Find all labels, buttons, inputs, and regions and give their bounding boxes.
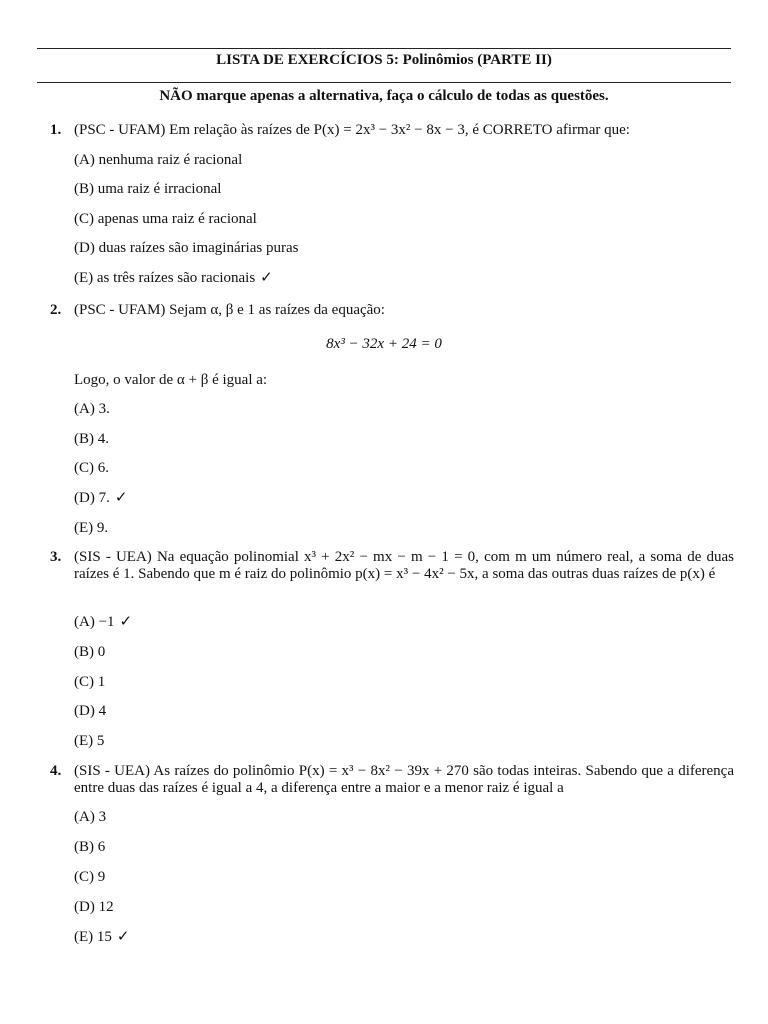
checkmark-icon: ✓ [114,490,128,506]
page-title: LISTA DE EXERCÍCIOS 5: Polinômios (PARTE II) [216,52,552,68]
q4-option-e-row [74,929,129,946]
q3-option-a: (A) −1 [74,614,115,630]
q3-option-e: (E) 5 [74,733,105,749]
question-2-number: 2. [50,302,62,318]
q4-option-a: (A) 3 [74,809,107,825]
question-3-text: (SIS - UEA) Na equação polinomial x³ + 2x² − mx − m − 1 = 0, com m um número real, a soma de duas raízes é 1. Sabendo que m é raiz do polinômio p(x) = x³ − 4x² − 5x, a soma das outras duas raízes de p(x) é [74,549,734,582]
question-3-number: 3. [50,549,62,565]
question-4-number: 4. [50,763,62,779]
q4-option-e: (E) 15 [74,929,112,945]
q2-option-d: (D) 7. [74,490,110,506]
q2-option-d-row [74,490,127,507]
q3-option-c: (C) 1 [74,674,106,690]
q3-option-b: (B) 0 [74,644,106,660]
q2-option-a: (A) 3. [74,401,110,417]
checkmark-icon: ✓ [119,614,133,630]
question-1-text: (PSC - UFAM) Em relação às raízes de P(x) = 2x³ − 3x² − 8x − 3, é CORRETO afirmar que: [74,122,630,138]
question-1-number: 1. [50,122,62,138]
q4-option-d: (D) 12 [74,899,114,915]
q1-option-d: (D) duas raízes são imaginárias puras [74,240,299,256]
q1-option-e: (E) as três raízes são racionais [74,270,256,286]
q2-option-b: (B) 4. [74,431,109,447]
q2-option-e: (E) 9. [74,520,109,536]
q4-option-c: (C) 9 [74,869,106,885]
q1-option-e-row [74,270,273,287]
title-rule [37,82,731,83]
q4-option-b: (B) 6 [74,839,106,855]
top-rule [37,48,731,49]
checkmark-icon: ✓ [260,270,273,286]
question-2-text: (PSC - UFAM) Sejam α, β e 1 as raízes da equação: [74,302,385,318]
instruction-text: NÃO marque apenas a alternativa, faça o cálculo de todas as questões. [159,88,609,104]
checkmark-icon: ✓ [116,929,130,945]
q3-option-d: (D) 4 [74,703,107,719]
q2-option-c: (C) 6. [74,460,109,476]
question-2-equation: 8x³ − 32x + 24 = 0 [326,336,442,352]
q1-option-c: (C) apenas uma raiz é racional [74,211,257,227]
question-4-text: (SIS - UEA) As raízes do polinômio P(x) = x³ − 8x² − 39x + 270 são todas inteiras. Sabendo que a diferença entre duas das raízes é igual a 4, a diferença entre a maior e a menor raiz é igual a [74,763,734,796]
q1-option-a: (A) nenhuma raiz é racional [74,152,243,168]
q3-option-a-row [74,614,132,631]
q1-option-b: (B) uma raiz é irracional [74,181,222,197]
question-2-followup: Logo, o valor de α + β é igual a: [74,372,268,388]
